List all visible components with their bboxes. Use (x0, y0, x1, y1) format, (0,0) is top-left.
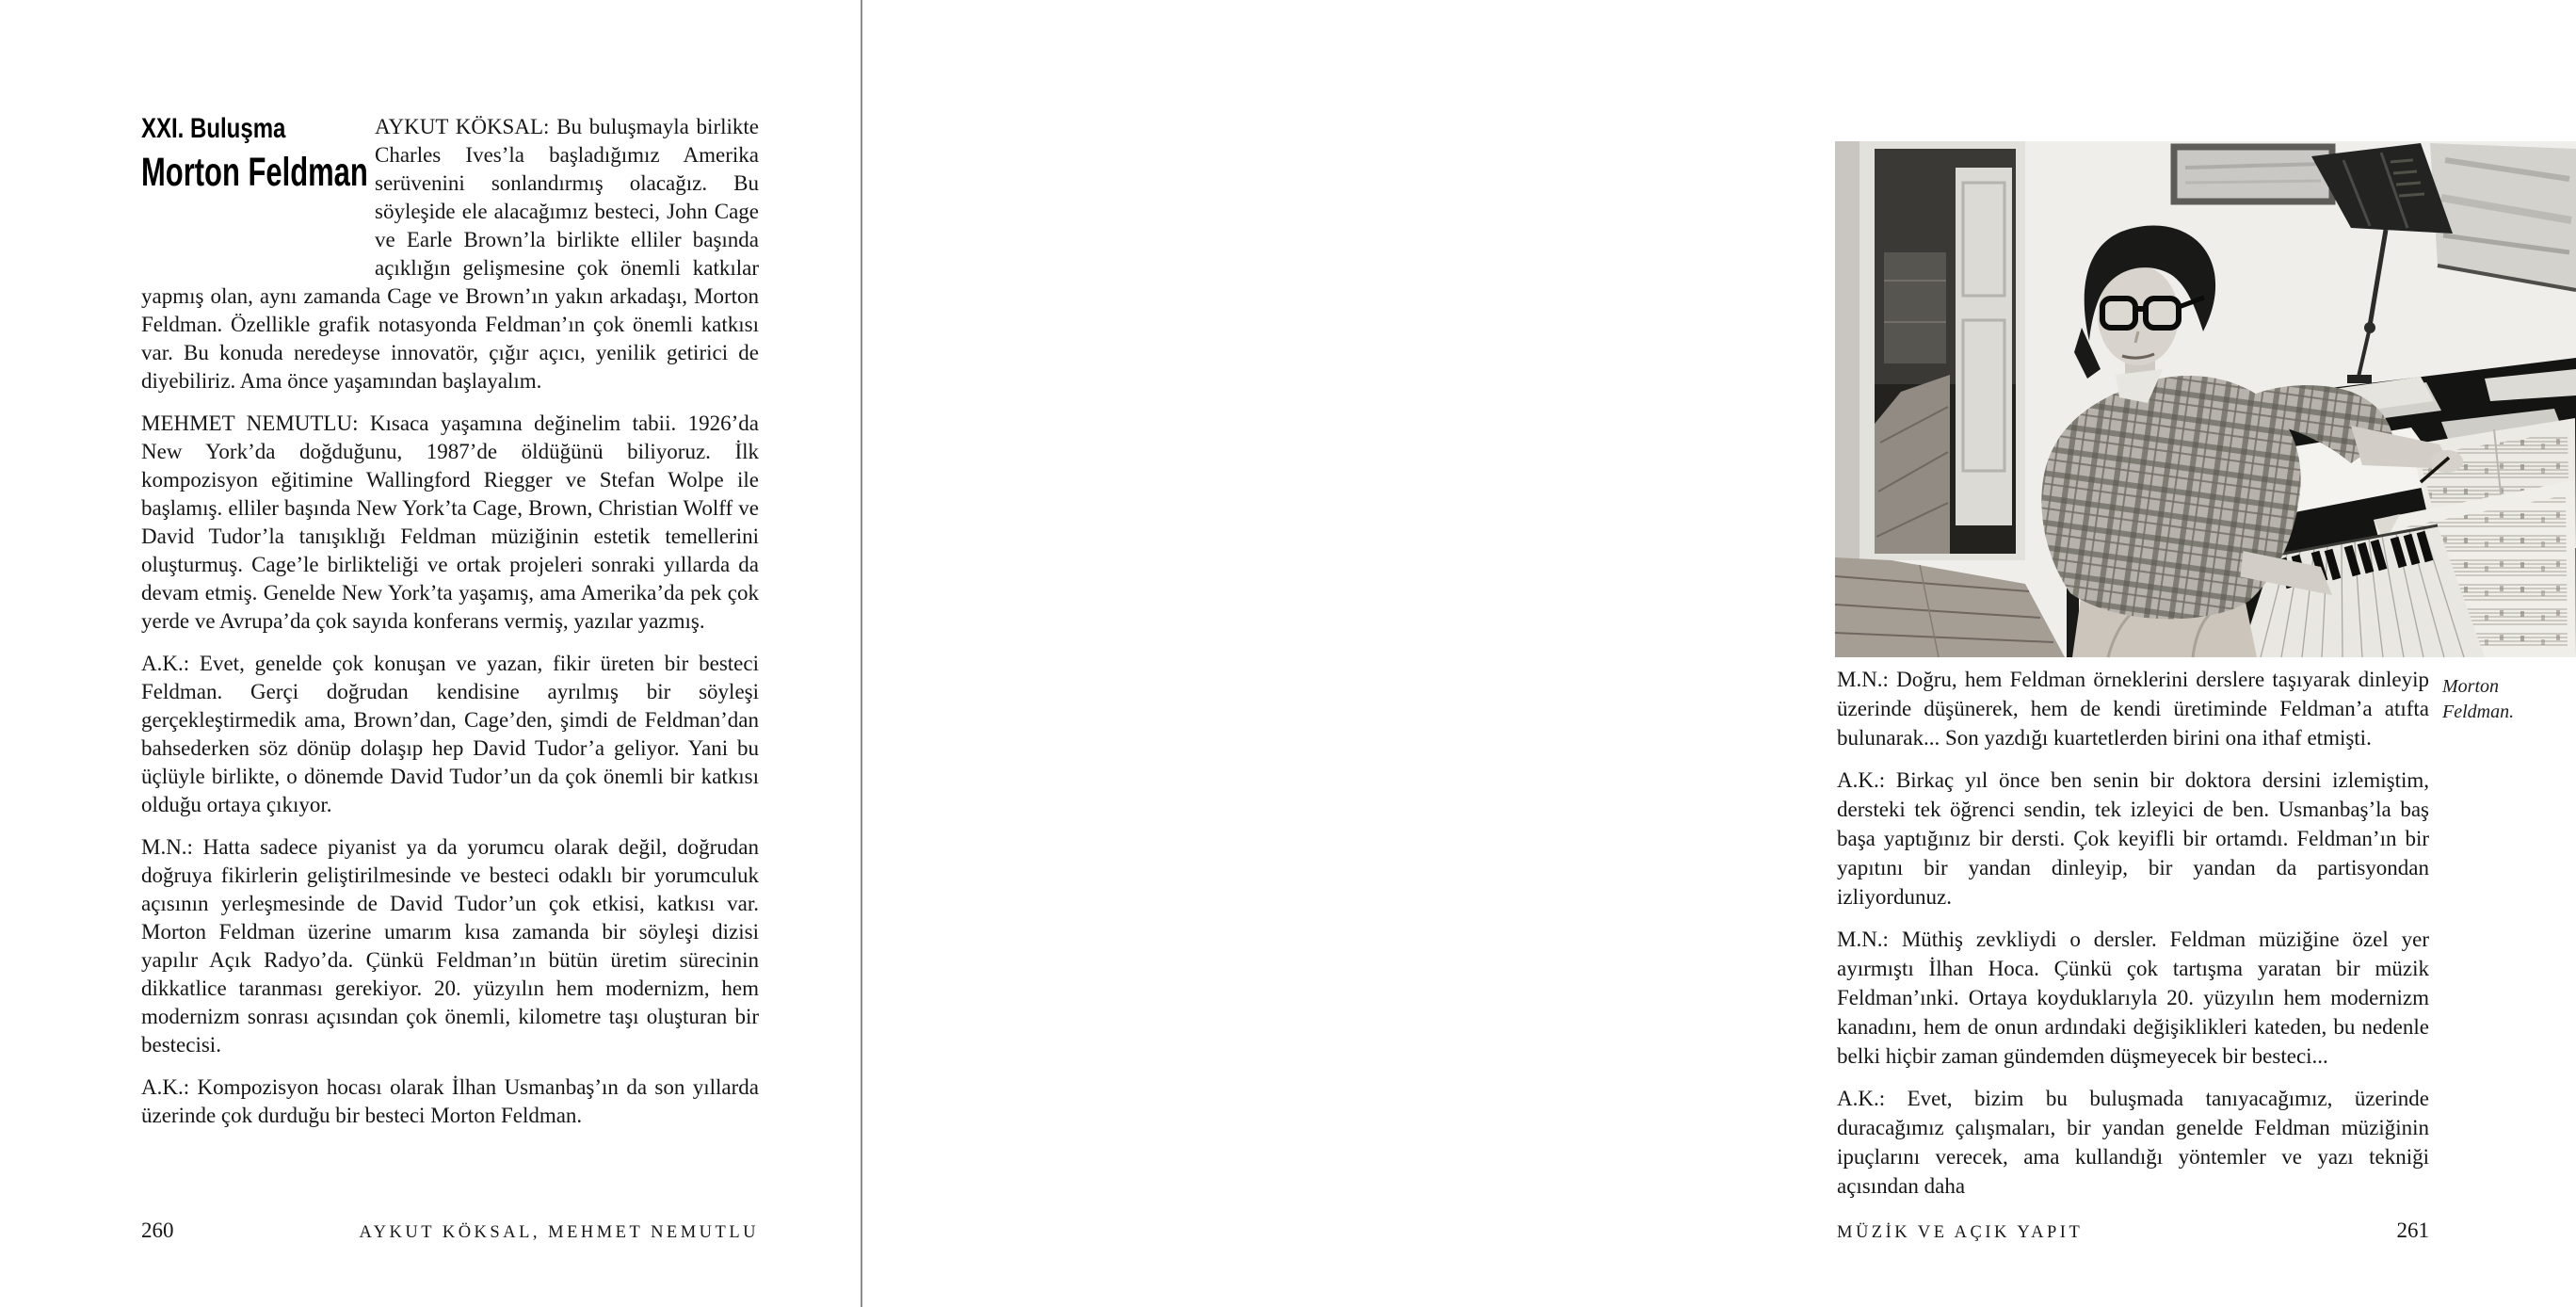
chapter-heading (141, 113, 375, 271)
right-text-column (1837, 665, 2429, 1214)
paragraph: AYKUT KÖKSAL: Bu buluşmayla birlikte Charles Ives’la başladığımız Amerika serüvenini sonlandırmış olacağız. Bu söyleşide ele alacağımız besteci, John Cage ve Earle Brown’la birlikte elliler başında açıklığın gelişmesine çok önemli katkılar yapmış olan, aynı zamanda Cage ve Brown’ın yakın arkadaşı, Morton Feldman. Özellikle grafik notasyonda Feldman’ın çok önemli katkısı var. Bu konuda neredeyse innovatör, çığır açıcı, yenilik getirici de diyebiliriz. Ama önce yaşamından başlayalım. (141, 115, 759, 393)
paragraph: A.K.: Kompozisyon hocası olarak İlhan Usmanbaş’ın da son yıllarda üzerinde çok durduğu bir besteci Morton Feldman. (141, 1075, 759, 1127)
doorway (1860, 141, 2025, 560)
paragraph: MEHMET NEMUTLU: Kısaca yaşamına değinelim tabii. 1926’da New York’da doğduğunu, 1987’de öldüğünü biliyoruz. İlk kompozisyon eğitimine Wallingford Riegger ve Stefan Wolpe ile başlamış. elliler başında New York’ta Cage, Brown, Christian Wolff ve David Tudor’la tanışıklığı Feldman müziğinin estetik temellerini oluşturmuş. Cage’le birlikteliği ve ortak projeleri sonraki yıllarda da devam etmiş. Genelde New York’ta yaşamış, ama Amerika’da pek çok yerde ve Avrupa’da çok sayıda konferans vermiş, yazılar yazmış. (141, 411, 759, 633)
abstract-painting (2430, 143, 2576, 290)
left-text-column (141, 113, 759, 1144)
paragraph: A.K.: Birkaç yıl önce ben senin bir doktora dersini izlemiştim, dersteki tek öğrenci sendin, tek izleyici de ben. Usmanbaş’la baş başa yaptığınız bir dersti. Çok keyifli bir ortamdı. Feldman’ın bir yapıtını bir yandan dinleyip, bir yandan da partisyondan izliyordunuz. (1837, 768, 2429, 909)
page-number: 261 (2396, 1218, 2429, 1242)
photo-caption: Morton Feldman. (2442, 676, 2515, 722)
paragraph: A.K.: Evet, bizim bu buluşmada tanıyacağımız, üzerinde duracağımız çalışmaları, bir yandan genelde Feldman müziğinin ipuçlarını verecek, ama kullandığı yöntemler ve yazı tekniği açısından daha (1837, 1087, 2429, 1198)
book-page-left (0, 0, 861, 1307)
paragraph: A.K.: Evet, genelde çok konuşan ve yazan, fikir üreten bir besteci Feldman. Gerçi doğrudan kendisine ayrılmış bir söyleşi gerçekleştirmedik ama, Brown’dan, Cage’den, şimdi de Feldman’dan bahsederken söz dönüp dolaşıp hep David Tudor’a geliyor. Yani bu üçlüyle birlikte, o dönemde David Tudor’un da çok önemli bir katkısı olduğu ortaya çıkıyor. (141, 652, 759, 816)
paragraph: M.N.: Hatta sadece piyanist ya da yorumcu olarak değil, doğrudan doğruya fikirlerin geliştirilmesinde ve besteci odaklı bir yorumculuk açısının yerleşmesinde de David Tudor’un çok etkisi, katkısı var. Morton Feldman üzerine umarım kısa zamanda bir söyleşi dizisi yapılır Açık Radyo’da. Çünkü Feldman’ın bütün üretim sürecinin dikkatlice taranması gerekiyor. 20. yüzyılın hem modernizm, hem modernizm sonrası açısından çok önemli, kilometre taşı oluşturan bir bestecisi. (141, 835, 759, 1057)
chapter-title: Morton Feldman (141, 150, 368, 195)
running-title-authors: AYKUT KÖKSAL, MEHMET NEMUTLU (359, 1223, 759, 1242)
photo-frame (1835, 141, 2576, 657)
book-page-right (862, 0, 2515, 1307)
paragraph: M.N.: Doğru, hem Feldman örneklerini derslere taşıyarak dinleyip üzerinde düşünerek, hem de kendi üretiminde Feldman’a atıfta bulunarak... Son yazdığı kuartetlerden birini ona ithaf etmişti. (1837, 668, 2429, 750)
left-page-footer (141, 1218, 759, 1243)
morton-feldman-photo (1835, 141, 2576, 657)
chapter-number-label: XXI. Buluşma (141, 113, 286, 144)
framed-picture (2174, 147, 2332, 202)
right-page-footer (1837, 1218, 2429, 1243)
page-number: 260 (141, 1218, 174, 1242)
running-title-book: MÜZİK VE AÇIK YAPIT (1837, 1223, 2084, 1242)
paragraph: M.N.: Müthiş zevkliydi o dersler. Feldman müziğine özel yer ayırmıştı İlhan Hoca. Çünkü çok tartışma yaratan bir müzik Feldman’ınki. Ortaya koyduklarıyla 20. yüzyılın hem modernizm kanadını, hem de onun ardındaki değişiklikleri kateden, bu nedenle belki hiçbir zaman gündemden düşmeyecek bir besteci... (1837, 928, 2429, 1068)
